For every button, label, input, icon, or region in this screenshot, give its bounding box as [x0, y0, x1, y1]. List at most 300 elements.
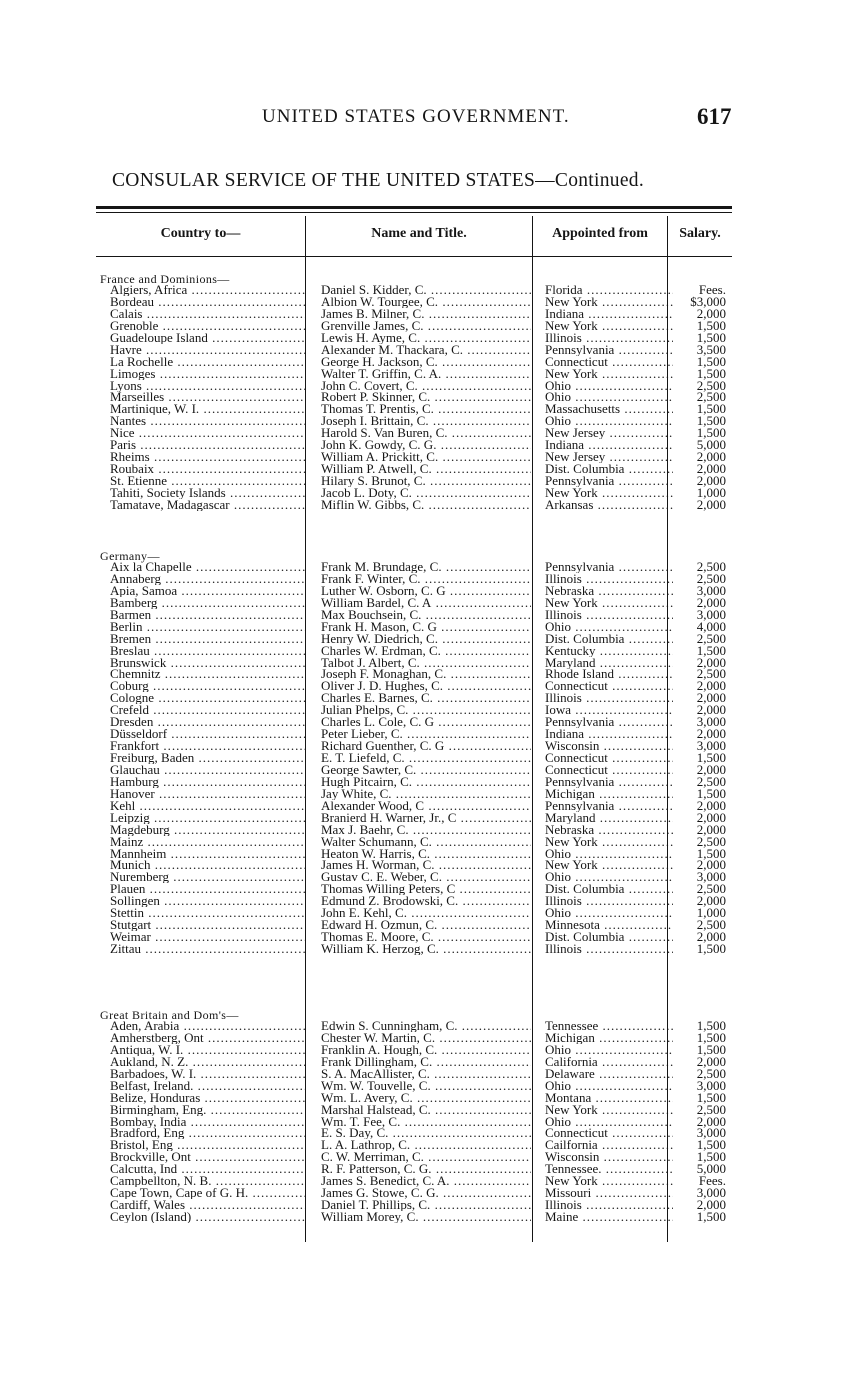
name-title-cell: Frank H. Mason, C. G .....	[321, 621, 531, 633]
salary-cell: 2,000	[696, 475, 726, 487]
country-cell: Cape Town, Cape of G. H. .....	[110, 1187, 306, 1199]
appointed-from-cell: Iowa .....	[545, 704, 673, 716]
name-title-cell: Julian Phelps, C. .....	[321, 704, 531, 716]
name-title-cell: Thomas T. Prentis, C. .....	[321, 403, 531, 415]
name-title-cell: Frank Dillingham, C. .....	[321, 1056, 531, 1068]
country-cell: Algiers, Africa .....	[110, 284, 306, 296]
appointed-from-cell: Dist. Columbia .....	[545, 463, 673, 475]
name-title-cell: Charles E. Barnes, C. .....	[321, 692, 531, 704]
country-cell: Brockville, Ont .....	[110, 1151, 306, 1163]
column-header-country: Country to—	[160, 226, 241, 241]
table-row	[96, 1175, 732, 1187]
appointed-from-cell: New York .....	[545, 597, 673, 609]
appointed-from-cell: Illinois .....	[545, 609, 673, 621]
appointed-from-cell: Nebraska .....	[545, 585, 673, 597]
salary-cell: 3,000	[696, 871, 726, 884]
country-cell: Coburg .....	[110, 680, 306, 692]
appointed-from-cell: New York .....	[545, 859, 673, 871]
column-header-name: Name and Title.	[371, 226, 467, 241]
appointed-from-cell: Connecticut .....	[545, 356, 673, 368]
table-row	[96, 475, 732, 487]
salary-cell: 1,500	[696, 1139, 726, 1152]
appointed-from-cell: Ohio .....	[545, 1080, 673, 1092]
name-title-cell: Heaton W. Harris, C. .....	[321, 848, 531, 860]
name-title-cell: Edmund Z. Brodowski, C. .....	[321, 895, 531, 907]
salary-cell: 2,000	[696, 596, 726, 609]
country-cell: Nantes .....	[110, 415, 306, 427]
appointed-from-cell: New York .....	[545, 836, 673, 848]
table-row	[96, 919, 732, 931]
appointed-from-cell: Pennsylvania .....	[545, 776, 673, 788]
name-title-cell: Franklin A. Hough, C. .....	[321, 1044, 531, 1056]
country-cell: Hamburg .....	[110, 776, 306, 788]
country-cell: Apia, Samoa .....	[110, 585, 306, 597]
salary-cell: 3,000	[696, 584, 726, 597]
name-title-cell: Joseph F. Monaghan, C. .....	[321, 668, 531, 680]
country-cell: Bamberg .....	[110, 597, 306, 609]
appointed-from-cell: Florida .....	[545, 284, 673, 296]
country-cell: Berlin .....	[110, 621, 306, 633]
name-title-cell: Thomas E. Moore, C. .....	[321, 931, 531, 943]
name-title-cell: Chester W. Martin, C. .....	[321, 1032, 531, 1044]
name-title-cell: Hilary S. Brunot, C. .....	[321, 475, 531, 487]
appointed-from-cell: Illinois .....	[545, 573, 673, 585]
country-cell: Mannheim .....	[110, 848, 306, 860]
country-cell: Aukland, N. Z. .....	[110, 1056, 306, 1068]
appointed-from-cell: Wisconsin .....	[545, 740, 673, 752]
name-title-cell: Richard Guenther, C. G .....	[321, 740, 531, 752]
table-row	[96, 332, 732, 344]
country-cell: Annaberg .....	[110, 573, 306, 585]
appointed-from-cell: Missouri .....	[545, 1187, 673, 1199]
country-cell: Dresden .....	[110, 716, 306, 728]
appointed-from-cell: Connecticut .....	[545, 1127, 673, 1139]
group-rows	[96, 1020, 732, 1223]
table-row	[96, 439, 732, 451]
country-cell: Brunswick .....	[110, 657, 306, 669]
salary-cell: 2,000	[696, 1199, 726, 1212]
name-title-cell: Jay White, C. .....	[321, 788, 531, 800]
table-row	[96, 871, 732, 883]
salary-cell: 3,500	[696, 343, 726, 356]
name-title-cell: Frank M. Brundage, C. .....	[321, 561, 531, 573]
salary-cell: 2,000	[696, 931, 726, 944]
salary-cell: 2,000	[696, 1115, 726, 1128]
column-header-appointed: Appointed from	[552, 226, 648, 241]
name-title-cell: George Sawter, C. .....	[321, 764, 531, 776]
appointed-from-cell: New York .....	[545, 368, 673, 380]
appointed-from-cell: New Jersey .....	[545, 451, 673, 463]
table-row	[96, 463, 732, 475]
table-row	[96, 680, 732, 692]
salary-cell: 2,000	[696, 680, 726, 693]
table-row	[96, 1080, 732, 1092]
country-cell: Leipzig .....	[110, 812, 306, 824]
table-row	[96, 1199, 732, 1211]
appointed-from-cell: Dist. Columbia .....	[545, 633, 673, 645]
country-cell: Limoges .....	[110, 368, 306, 380]
appointed-from-cell: Connecticut .....	[545, 680, 673, 692]
table-row	[96, 308, 732, 320]
salary-cell: 5,000	[696, 1163, 726, 1176]
column-header-salary: Salary.	[679, 226, 721, 241]
table-row	[96, 943, 732, 955]
table-row	[96, 1187, 732, 1199]
appointed-from-cell: Nebraska .....	[545, 824, 673, 836]
country-cell: Aix la Chapelle .....	[110, 561, 306, 573]
appointed-from-cell: Pennsylvania .....	[545, 561, 673, 573]
salary-cell: 1,500	[696, 427, 726, 440]
name-title-cell: Charles L. Cole, C. G .....	[321, 716, 531, 728]
appointed-from-cell: Dist. Columbia .....	[545, 883, 673, 895]
table-row	[96, 1104, 732, 1116]
salary-cell: 3,000	[696, 716, 726, 729]
name-title-cell: Miflin W. Gibbs, C. .....	[321, 499, 531, 511]
name-title-cell: Peter Lieber, C. .....	[321, 728, 531, 740]
table-row	[96, 344, 732, 356]
country-cell: Cardiff, Wales .....	[110, 1199, 306, 1211]
name-title-cell: Edwin S. Cunningham, C. .....	[321, 1020, 531, 1032]
name-title-cell: Walter Schumann, C. .....	[321, 836, 531, 848]
name-title-cell: Oliver J. D. Hughes, C. .....	[321, 680, 531, 692]
table-row	[96, 284, 732, 296]
salary-cell: 1,500	[696, 415, 726, 428]
name-title-cell: C. W. Merriman, C. .....	[321, 1151, 531, 1163]
appointed-from-cell: Tennessee .....	[545, 1020, 673, 1032]
appointed-from-cell: Pennsylvania .....	[545, 716, 673, 728]
salary-cell: 2,500	[696, 668, 726, 681]
section-title: CONSULAR SERVICE OF THE UNITED STATES—Continued.	[112, 170, 645, 191]
table-row	[96, 356, 732, 368]
salary-cell: 2,500	[696, 919, 726, 932]
table-row	[96, 1068, 732, 1080]
salary-cell: 1,500	[696, 1020, 726, 1032]
table-row	[96, 907, 732, 919]
name-title-cell: Wm. T. Fee, C. .....	[321, 1116, 531, 1128]
name-title-cell: Max J. Baehr, C. .....	[321, 824, 531, 836]
salary-cell: 1,500	[696, 1031, 726, 1044]
appointed-from-cell: Connecticut .....	[545, 752, 673, 764]
appointed-from-cell: Illinois .....	[545, 943, 673, 955]
name-title-cell: Walter T. Griffin, C. A. .....	[321, 368, 531, 380]
appointed-from-cell: Pennsylvania .....	[545, 475, 673, 487]
salary-cell: 1,500	[696, 752, 726, 764]
table-row	[96, 668, 732, 680]
table-row	[96, 573, 732, 585]
appointed-from-cell: Ohio .....	[545, 621, 673, 633]
country-cell: Amherstberg, Ont .....	[110, 1032, 306, 1044]
name-title-cell: Joseph I. Brittain, C. .....	[321, 415, 531, 427]
appointed-from-cell: Ohio .....	[545, 1116, 673, 1128]
table-row	[96, 633, 732, 645]
country-cell: Birmingham, Eng. .....	[110, 1104, 306, 1116]
group-rows	[96, 561, 732, 955]
table-row	[96, 716, 732, 728]
name-title-cell: E. S. Day, C. .....	[321, 1127, 531, 1139]
table-row	[96, 296, 732, 308]
appointed-from-cell: New York .....	[545, 296, 673, 308]
table-row	[96, 487, 732, 499]
country-cell: Rheims .....	[110, 451, 306, 463]
country-cell: Glauchau .....	[110, 764, 306, 776]
salary-cell: 2,500	[696, 632, 726, 645]
country-cell: Bradford, Eng .....	[110, 1127, 306, 1139]
table-row	[96, 1163, 732, 1175]
table-row	[96, 895, 732, 907]
name-title-cell: James B. Milner, C. .....	[321, 308, 531, 320]
table-top-rule-thin	[96, 212, 732, 213]
country-cell: Weimar .....	[110, 931, 306, 943]
salary-cell: 1,000	[696, 486, 726, 499]
table-row	[96, 621, 732, 633]
table-row	[96, 1032, 732, 1044]
appointed-from-cell: Illinois .....	[545, 895, 673, 907]
salary-cell: 2,000	[696, 704, 726, 717]
name-title-cell: Grenville James, C. .....	[321, 320, 531, 332]
salary-cell: 2,500	[696, 572, 726, 585]
table-row	[96, 1211, 732, 1223]
salary-cell: 1,000	[696, 907, 726, 920]
name-title-cell: John C. Covert, C. .....	[321, 380, 531, 392]
country-cell: Calcutta, Ind .....	[110, 1163, 306, 1175]
name-title-cell: Harold S. Van Buren, C. .....	[321, 427, 531, 439]
table-row	[96, 609, 732, 621]
appointed-from-cell: Maryland .....	[545, 812, 673, 824]
table-row	[96, 1020, 732, 1032]
country-cell: Roubaix .....	[110, 463, 306, 475]
group-heading: Germany—	[100, 549, 160, 563]
appointed-from-cell: Ohio .....	[545, 848, 673, 860]
salary-cell: 2,500	[696, 1103, 726, 1116]
appointed-from-cell: Ohio .....	[545, 380, 673, 392]
salary-cell: 2,500	[696, 561, 726, 573]
country-cell: Marseilles .....	[110, 391, 306, 403]
salary-cell: 2,000	[696, 451, 726, 464]
salary-cell: 1,500	[696, 355, 726, 368]
country-cell: Antiqua, W. I. .....	[110, 1044, 306, 1056]
table-row	[96, 1127, 732, 1139]
appointed-from-cell: Michigan .....	[545, 788, 673, 800]
country-cell: Cologne .....	[110, 692, 306, 704]
group-rows	[96, 284, 732, 511]
salary-cell: 2,500	[696, 1067, 726, 1080]
salary-cell: 3,000	[696, 740, 726, 753]
table-row	[96, 692, 732, 704]
appointed-from-cell: California .....	[545, 1056, 673, 1068]
table-row	[96, 800, 732, 812]
salary-cell: 2,000	[696, 307, 726, 320]
name-title-cell: Wm. W. Touvelle, C. .....	[321, 1080, 531, 1092]
appointed-from-cell: Wisconsin .....	[545, 1151, 673, 1163]
name-title-cell: Lewis H. Ayme, C. .....	[321, 332, 531, 344]
table-row	[96, 883, 732, 895]
appointed-from-cell: Dist. Columbia .....	[545, 931, 673, 943]
name-title-cell: Thomas Willing Peters, C .....	[321, 883, 531, 895]
appointed-from-cell: Ohio .....	[545, 871, 673, 883]
name-title-cell: Frank F. Winter, C. .....	[321, 573, 531, 585]
salary-cell: 3,000	[696, 608, 726, 621]
table-row	[96, 740, 732, 752]
country-cell: Kehl .....	[110, 800, 306, 812]
name-title-cell: John E. Kehl, C. .....	[321, 907, 531, 919]
appointed-from-cell: Maryland .....	[545, 657, 673, 669]
table-row	[96, 1056, 732, 1068]
table-row	[96, 391, 732, 403]
name-title-cell: William P. Atwell, C. .....	[321, 463, 531, 475]
country-cell: Zittau .....	[110, 943, 306, 955]
country-cell: Barbadoes, W. I. .....	[110, 1068, 306, 1080]
name-title-cell: Hugh Pitcairn, C. .....	[321, 776, 531, 788]
table-row	[96, 451, 732, 463]
country-cell: St. Etienne .....	[110, 475, 306, 487]
name-title-cell: William K. Herzog, C. .....	[321, 943, 531, 955]
country-cell: Ceylon (Island) .....	[110, 1211, 306, 1223]
name-title-cell: Marshal Halstead, C. .....	[321, 1104, 531, 1116]
salary-cell: 3,000	[696, 1079, 726, 1092]
country-cell: Aden, Arabia .....	[110, 1020, 306, 1032]
table-row	[96, 704, 732, 716]
appointed-from-cell: Ohio .....	[545, 1044, 673, 1056]
appointed-from-cell: Ohio .....	[545, 391, 673, 403]
appointed-from-cell: Indiana .....	[545, 439, 673, 451]
name-title-cell: Charles W. Erdman, C. .....	[321, 645, 531, 657]
appointed-from-cell: Tennessee. .....	[545, 1163, 673, 1175]
table-row	[96, 415, 732, 427]
appointed-from-cell: Cailfornia .....	[545, 1139, 673, 1151]
salary-cell: 1,500	[696, 319, 726, 332]
salary-cell: 1,500	[696, 403, 726, 416]
country-cell: Belfast, Ireland. .....	[110, 1080, 306, 1092]
country-cell: Bombay, India .....	[110, 1116, 306, 1128]
appointed-from-cell: Indiana .....	[545, 308, 673, 320]
country-cell: Munich .....	[110, 859, 306, 871]
table-row	[96, 320, 732, 332]
page-number: 617	[697, 104, 732, 129]
table-row	[96, 812, 732, 824]
salary-cell: 1,500	[696, 943, 726, 955]
salary-cell: 5,000	[696, 439, 726, 452]
appointed-from-cell: Illinois .....	[545, 692, 673, 704]
country-cell: Tahiti, Society Islands .....	[110, 487, 306, 499]
salary-cell: 1,500	[696, 1211, 726, 1223]
table-row	[96, 380, 732, 392]
salary-cell: 1,500	[696, 1043, 726, 1056]
appointed-from-cell: Connecticut .....	[545, 764, 673, 776]
name-title-cell: E. T. Liefeld, C. .....	[321, 752, 531, 764]
table-row	[96, 561, 732, 573]
salary-cell: 2,000	[696, 763, 726, 776]
appointed-from-cell: Delaware .....	[545, 1068, 673, 1080]
country-cell: Plauen .....	[110, 883, 306, 895]
salary-cell: 2,000	[696, 692, 726, 705]
salary-cell: 2,000	[696, 1055, 726, 1068]
country-cell: Düsseldorf .....	[110, 728, 306, 740]
appointed-from-cell: Ohio .....	[545, 415, 673, 427]
name-title-cell: James G. Stowe, C. G. .....	[321, 1187, 531, 1199]
table-row	[96, 752, 732, 764]
salary-cell: 1,500	[696, 331, 726, 344]
appointed-from-cell: Minnesota .....	[545, 919, 673, 931]
salary-cell: 1,500	[696, 1091, 726, 1104]
name-title-cell: Jacob L. Doty, C. .....	[321, 487, 531, 499]
salary-cell: 3,000	[696, 1127, 726, 1140]
table-row	[96, 1044, 732, 1056]
salary-cell: 2,000	[696, 799, 726, 812]
name-title-cell: R. F. Patterson, C. G. .....	[321, 1163, 531, 1175]
salary-cell: $3,000	[690, 295, 726, 308]
country-cell: Crefeld .....	[110, 704, 306, 716]
name-title-cell: L. A. Lathrop, C. .....	[321, 1139, 531, 1151]
country-cell: Belize, Honduras .....	[110, 1092, 306, 1104]
country-cell: Hanover .....	[110, 788, 306, 800]
salary-cell: 2,000	[696, 859, 726, 872]
country-cell: Guadeloupe Island .....	[110, 332, 306, 344]
appointed-from-cell: Illinois .....	[545, 1199, 673, 1211]
name-title-cell: Henry W. Diedrich, C. .....	[321, 633, 531, 645]
name-title-cell: George H. Jackson, C. .....	[321, 356, 531, 368]
salary-cell: 4,000	[696, 620, 726, 633]
table-row	[96, 788, 732, 800]
country-cell: Freiburg, Baden .....	[110, 752, 306, 764]
name-title-cell: Daniel T. Phillips, C. .....	[321, 1199, 531, 1211]
appointed-from-cell: Illinois .....	[545, 332, 673, 344]
table-row	[96, 836, 732, 848]
group-heading: Great Britain and Dom's—	[100, 1008, 239, 1022]
country-cell: Stutgart .....	[110, 919, 306, 931]
name-title-cell: James S. Benedict, C. A. .....	[321, 1175, 531, 1187]
salary-cell: 2,500	[696, 835, 726, 848]
country-cell: Calais .....	[110, 308, 306, 320]
name-title-cell: Max Bouchsein, C. .....	[321, 609, 531, 621]
salary-cell: 1,500	[696, 644, 726, 657]
country-cell: Stettin .....	[110, 907, 306, 919]
name-title-cell: Wm. L. Avery, C. .....	[321, 1092, 531, 1104]
name-title-cell: Alexander M. Thackara, C. .....	[321, 344, 531, 356]
table-row	[96, 657, 732, 669]
salary-cell: 3,000	[696, 1187, 726, 1200]
country-cell: Campbellton, N. B. .....	[110, 1175, 306, 1187]
appointed-from-cell: Arkansas .....	[545, 499, 673, 511]
salary-cell: 1,500	[696, 367, 726, 380]
table-row	[96, 728, 732, 740]
country-cell: Havre .....	[110, 344, 306, 356]
appointed-from-cell: New Jersey .....	[545, 427, 673, 439]
table-row	[96, 427, 732, 439]
country-cell: Bremen .....	[110, 633, 306, 645]
country-cell: Grenoble .....	[110, 320, 306, 332]
table-row	[96, 764, 732, 776]
name-title-cell: Alexander Wood, C .....	[321, 800, 531, 812]
country-cell: Barmen .....	[110, 609, 306, 621]
country-cell: Frankfort .....	[110, 740, 306, 752]
country-cell: Breslau .....	[110, 645, 306, 657]
table-row	[96, 776, 732, 788]
country-cell: La Rochelle .....	[110, 356, 306, 368]
running-head	[0, 106, 859, 130]
name-title-cell: Gustav C. E. Weber, C. .....	[321, 871, 531, 883]
appointed-from-cell: Michigan .....	[545, 1032, 673, 1044]
salary-cell: 2,000	[696, 811, 726, 824]
table-top-rule	[96, 206, 732, 209]
country-cell: Bristol, Eng .....	[110, 1139, 306, 1151]
country-cell: Paris .....	[110, 439, 306, 451]
appointed-from-cell: Maine .....	[545, 1211, 673, 1223]
salary-cell: 2,000	[696, 823, 726, 836]
table-row	[96, 368, 732, 380]
salary-cell: 1,500	[696, 1151, 726, 1164]
name-title-cell: William Morey, C. .....	[321, 1211, 531, 1223]
salary-cell: 2,500	[696, 775, 726, 788]
